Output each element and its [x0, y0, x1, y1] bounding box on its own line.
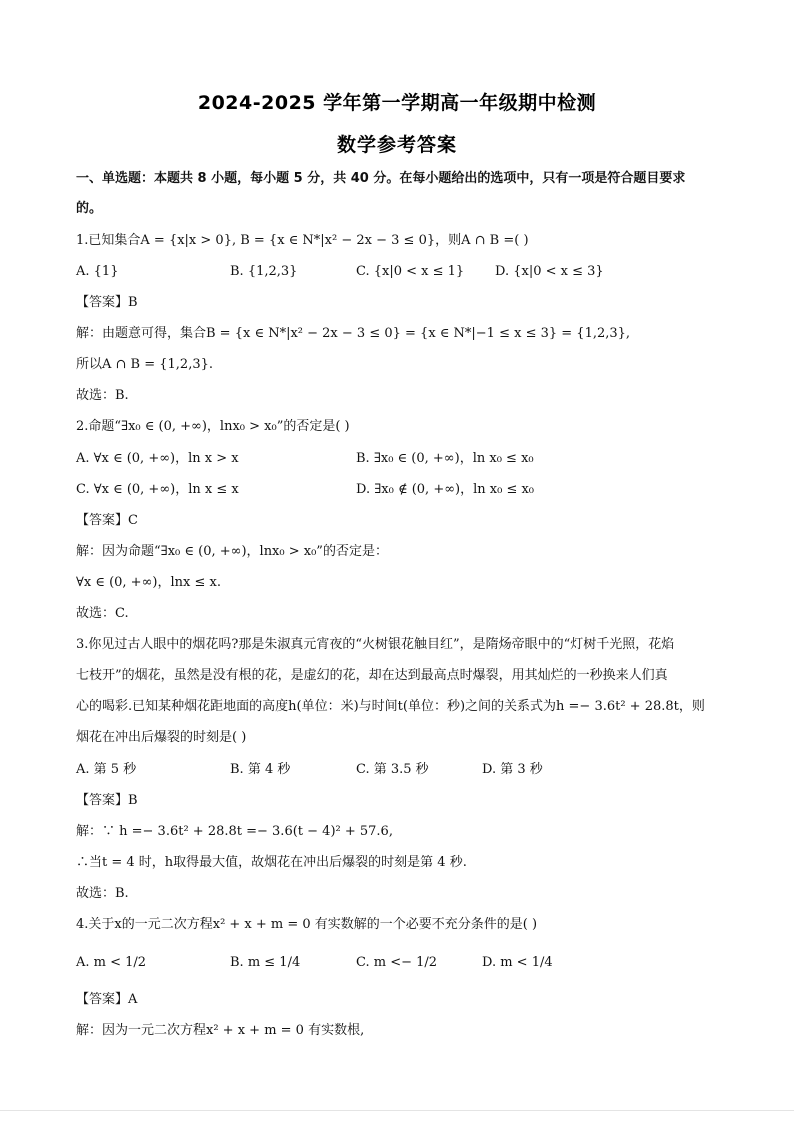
- q3-answer: 【答案】B: [76, 793, 138, 808]
- q3-stem-2: 七枝开”的烟花，虽然是没有根的花，是虚幻的花，却在达到最高点时爆裂，用其灿烂的一秒换来人们真: [76, 668, 668, 683]
- q1-solution-2: 所以A ∩ B = {1,2,3}.: [76, 357, 214, 372]
- q2-option-b: B. ∃x₀ ∈ (0, +∞)，ln x₀ ≤ x₀: [356, 451, 534, 466]
- q1-option-b: B. {1,2,3}: [230, 264, 298, 279]
- q4-option-a: A. m < 1/2: [76, 955, 147, 970]
- q2-solution-1: 解：因为命题“∃x₀ ∈ (0, +∞)，lnx₀ > x₀”的否定是：: [76, 544, 388, 559]
- q1-option-d: D. {x|0 < x ≤ 3}: [495, 264, 604, 279]
- q4-option-c: C. m <− 1/2: [356, 955, 438, 970]
- q2-stem: 2.命题“∃x₀ ∈ (0, +∞)，lnx₀ > x₀”的否定是( ): [76, 419, 350, 434]
- q3-solution-3: 故选：B.: [76, 886, 129, 901]
- q3-solution-1: 解：∵ h =− 3.6t² + 28.8t =− 3.6(t − 4)² + 57.6,: [76, 824, 393, 839]
- q3-option-a: A. 第 5 秒: [76, 762, 137, 777]
- document-subtitle: 数学参考答案: [336, 134, 457, 156]
- q4-option-d: D. m < 1/4: [482, 955, 553, 970]
- q4-stem: 4.关于x的一元二次方程x² + x + m = 0 有实数解的一个必要不充分条件的是( ): [76, 917, 538, 932]
- q1-option-c: C. {x|0 < x ≤ 1}: [356, 264, 465, 279]
- q2-option-c: C. ∀x ∈ (0, +∞)，ln x ≤ x: [76, 482, 239, 497]
- q3-option-c: C. 第 3.5 秒: [356, 762, 429, 777]
- page-bottom-divider: [0, 1110, 794, 1111]
- q3-option-b: B. 第 4 秒: [230, 762, 291, 777]
- section-heading: 一、单选题：本题共 8 小题，每小题 5 分，共 40 分。在每小题给出的选项中，只有一项是符合题目要求: [76, 171, 686, 186]
- q3-solution-2: ∴当t = 4 时，h取得最大值，故烟花在冲出后爆裂的时刻是第 4 秒.: [76, 855, 467, 870]
- q2-option-d: D. ∃x₀ ∉ (0, +∞)，ln x₀ ≤ x₀: [356, 482, 535, 497]
- q1-solution-3: 故选：B.: [76, 388, 129, 403]
- q1-solution-1: 解：由题意可得，集合B = {x ∈ N*|x² − 2x − 3 ≤ 0} = {x ∈ N*|−1 ≤ x ≤ 3} = {1,2,3},: [76, 326, 631, 341]
- q3-option-d: D. 第 3 秒: [482, 762, 543, 777]
- q2-solution-2: ∀x ∈ (0, +∞)，lnx ≤ x.: [76, 575, 221, 590]
- q3-stem-1: 3.你见过古人眼中的烟花吗?那是朱淑真元宵夜的“火树银花触目红”，是隋炀帝眼中的“灯树千光照，花焰: [76, 637, 675, 652]
- q4-answer: 【答案】A: [76, 992, 138, 1007]
- q2-answer: 【答案】C: [76, 513, 138, 528]
- q2-option-a: A. ∀x ∈ (0, +∞)，ln x > x: [76, 451, 239, 466]
- document-title: 2024-2025 学年第一学期高一年级期中检测: [197, 92, 597, 114]
- q1-stem: 1.已知集合A = {x|x > 0}, B = {x ∈ N*|x² − 2x − 3 ≤ 0}，则A ∩ B =( ): [76, 233, 529, 248]
- q3-stem-4: 烟花在冲出后爆裂的时刻是( ): [76, 730, 247, 745]
- q4-option-b: B. m ≤ 1/4: [230, 955, 301, 970]
- q1-option-a: A. {1}: [76, 264, 119, 279]
- q2-solution-3: 故选：C.: [76, 606, 129, 621]
- q1-answer: 【答案】B: [76, 295, 138, 310]
- q4-solution-1: 解：因为一元二次方程x² + x + m = 0 有实数根,: [76, 1023, 365, 1038]
- q3-stem-3: 心的喝彩.已知某种烟花距地面的高度h(单位：米)与时间t(单位：秒)之间的关系式为h =− 3.6t² + 28.8t，则: [76, 699, 705, 714]
- section-heading-cont: 的。: [76, 201, 103, 216]
